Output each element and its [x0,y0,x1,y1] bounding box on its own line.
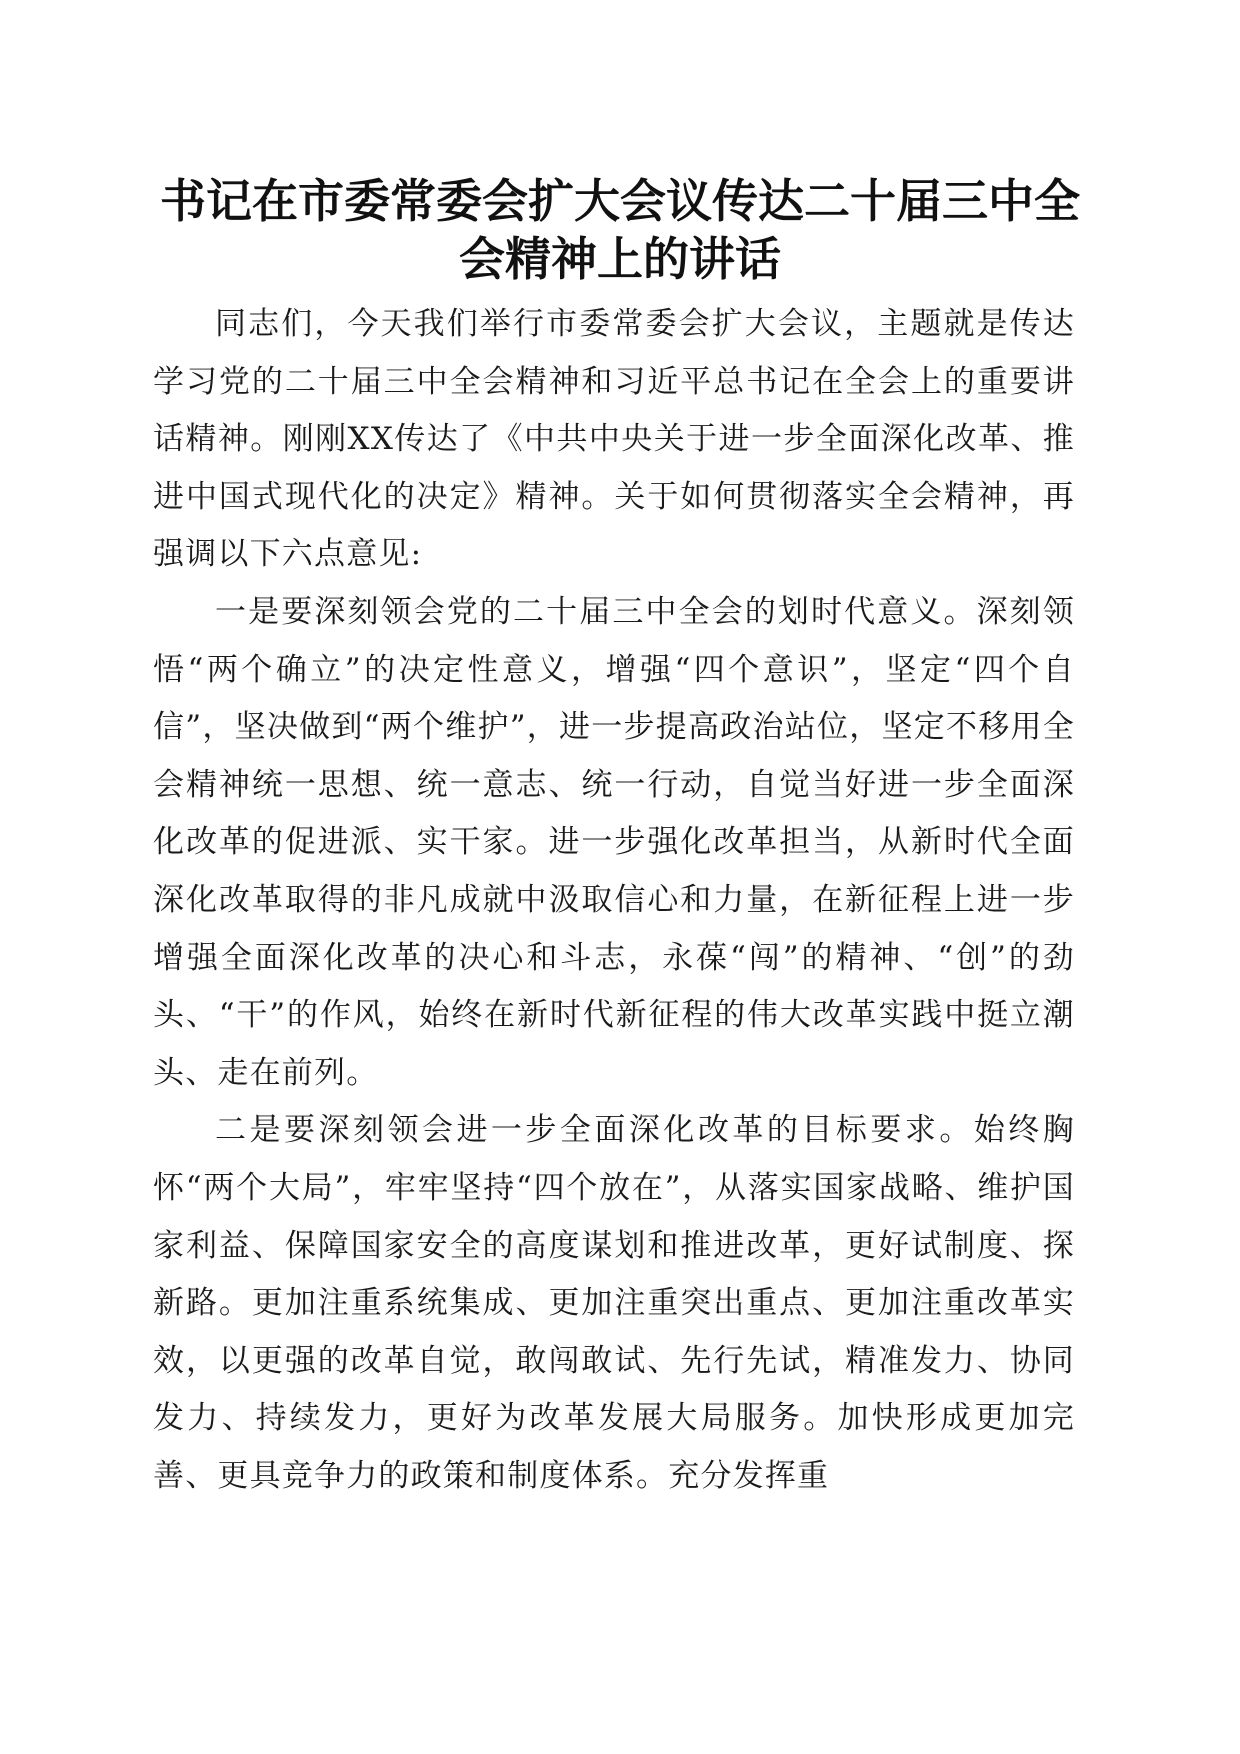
paragraph-opening: 同志们，今天我们举行市委常委会扩大会议，主题就是传达学习党的二十届三中全会精神和习近平总书记在全会上的重要讲话精神。刚刚XX传达了《中共中央关于进一步全面深化改革、推进中国式现代化的决定》精神。关于如何贯彻落实全会精神，再强调以下六点意见: [153,306,1075,573]
paragraph-point-two: 二是要深刻领会进一步全面深化改革的目标要求。始终胸怀“两个大局”，牢牢坚持“四个放在”，从落实国家战略、维护国家利益、保障国家安全的高度谋划和推进改革，更好试制度、探新路。更加注重系统集成、更加注重突出重点、更加注重改革实效，以更强的改革自觉，敢闯敢试、先行先试，精准发力、协同发力、持续发力，更好为改革发展大局服务。加快形成更加完善、更具竞争力的政策和制度体系。充分发挥重 [153,1112,1075,1494]
paragraph-point-one: 一是要深刻领会党的二十届三中全会的划时代意义。深刻领悟“两个确立”的决定性意义，增强“四个意识”，坚定“四个自信”，坚决做到“两个维护”，进一步提高政治站位，坚定不移用全会精神统一思想、统一意志、统一行动，自觉当好进一步全面深化改革的促进派、实干家。进一步强化改革担当，从新时代全面深化改革取得的非凡成就中汲取信心和力量，在新征程上进一步增强全面深化改革的决心和斗志，永葆“闯”的精神、“创”的劲头、“干”的作风，始终在新时代新征程的伟大改革实践中挺立潮头、走在前列。 [153,593,1075,1091]
document-title: 书记在市委常委会扩大会议传达二十届三中全会精神上的讲话 [160,174,1080,286]
document-body [153,296,1075,1505]
